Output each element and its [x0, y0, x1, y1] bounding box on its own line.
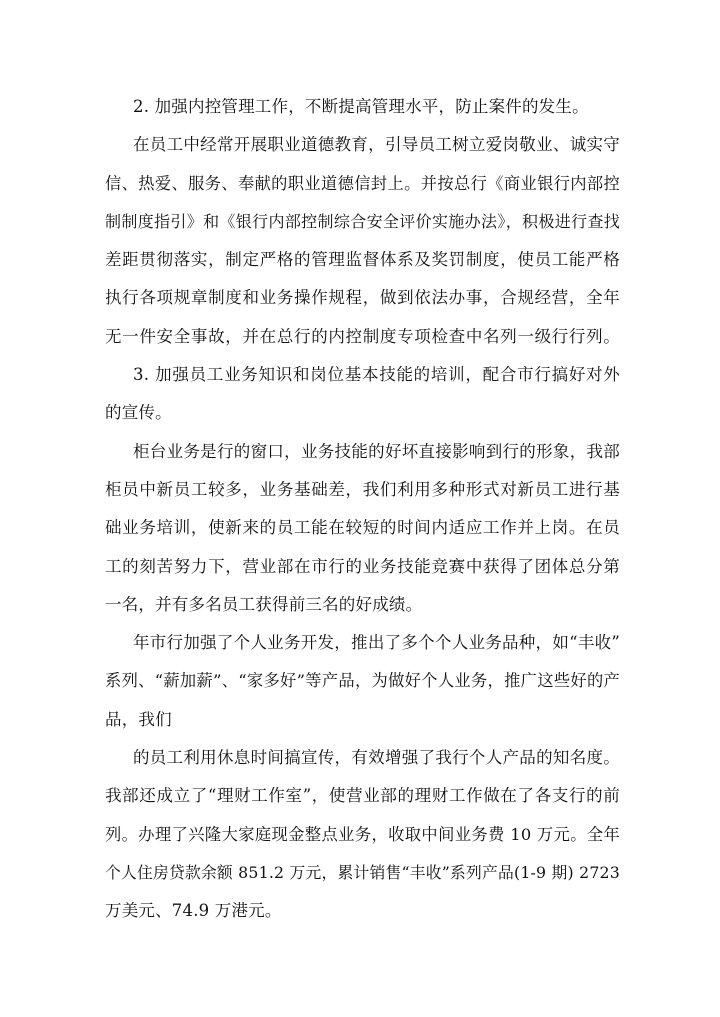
- text-line: 差距贯彻落实，制定严格的管理监督体系及奖罚制度，使员工能严格: [105, 250, 620, 270]
- text-line: 2. 加强内控管理工作，不断提高管理水平，防止案件的发生。: [133, 97, 589, 116]
- text-line: 柜台业务是行的窗口，业务技能的好坏直接影响到行的形象，我部: [133, 441, 620, 461]
- text-line: 3. 加强员工业务知识和岗位基本技能的培训，配合市行搞好对外: [133, 365, 620, 385]
- text-line: 个人住房贷款余额 851.2 万元，累计销售“丰收”系列产品(1-9 期) 2723: [105, 862, 620, 882]
- text-line: 无一件安全事故，并在总行的内控制度专项检查中名列一级行行列。: [105, 326, 620, 346]
- text-line: 列。办理了兴隆大家庭现金整点业务，收取中间业务费 10 万元。全年: [105, 824, 620, 844]
- text-line: 一名，并有多名员工获得前三名的好成绩。: [105, 594, 423, 614]
- text-line: 在员工中经常开展职业道德教育，引导员工树立爱岗敬业、诚实守: [133, 135, 620, 155]
- text-line: 础业务培训，使新来的员工能在较短的时间内适应工作并上岗。在员: [105, 518, 620, 538]
- text-line: 系列、“薪加薪”、“家多好”等产品，为做好个人业务，推广这些好的产: [105, 671, 620, 691]
- text-line: 品，我们: [105, 709, 172, 729]
- text-line: 万美元、74.9 万港元。: [105, 901, 282, 921]
- text-line: 的员工利用休息时间搞宣传，有效增强了我行个人产品的知名度。: [133, 748, 620, 768]
- text-line: 的宣传。: [105, 403, 172, 423]
- text-line: 制制度指引》和《银行内部控制综合安全评价实施办法》，积极进行查找: [105, 211, 620, 231]
- text-line: 我部还成立了“理财工作室”，使营业部的理财工作做在了各支行的前: [105, 786, 620, 806]
- document-body: [105, 88, 620, 931]
- text-line: 工的刻苦努力下，营业部在市行的业务技能竞赛中获得了团体总分第: [105, 556, 620, 576]
- text-line: 柜员中新员工较多，业务基础差，我们利用多种形式对新员工进行基: [105, 479, 620, 499]
- text-line: 信、热爱、服务、奉献的职业道德信封上。并按总行《商业银行内部控: [105, 173, 620, 193]
- text-line: 执行各项规章制度和业务操作规程，做到依法办事，合规经营，全年: [105, 288, 620, 308]
- text-line: 年市行加强了个人业务开发，推出了多个个人业务品种，如“丰收”: [133, 633, 620, 653]
